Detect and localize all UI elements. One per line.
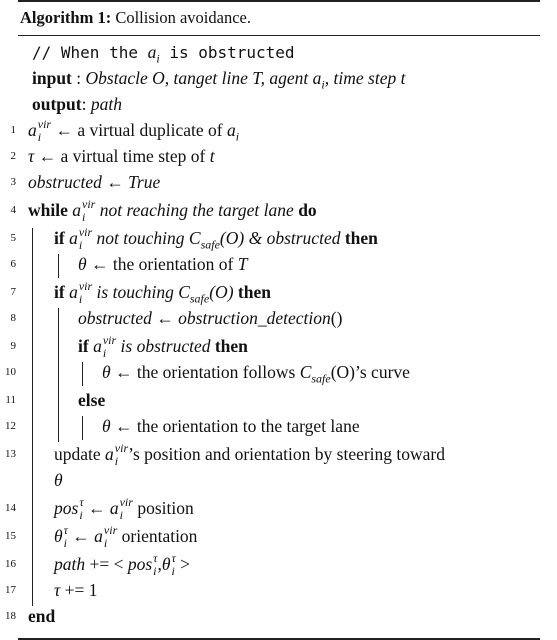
algorithm-token: C bbox=[299, 362, 312, 382]
algorithm-token: ← bbox=[83, 498, 110, 519]
algorithm-token: θ bbox=[78, 254, 87, 274]
algorithm-token: vir bbox=[78, 225, 93, 239]
algorithm-token: 16 bbox=[5, 558, 16, 570]
algorithm-token: 10 bbox=[5, 366, 16, 378]
if-block-bar-2 bbox=[58, 308, 59, 442]
algorithm-token: 8 bbox=[10, 312, 16, 324]
algorithm-token: is obstructed bbox=[159, 43, 295, 62]
algorithm-token: τ bbox=[79, 495, 84, 509]
algorithm-token: input bbox=[32, 68, 72, 88]
algorithm-token: ← the orientation to the target lane bbox=[110, 416, 360, 436]
algorithm-token: else bbox=[78, 390, 106, 410]
algorithm-token: a bbox=[227, 120, 236, 141]
algorithm-token: i bbox=[79, 508, 83, 522]
algorithm-token: safe bbox=[311, 371, 331, 386]
algorithm-token: a bbox=[94, 526, 103, 547]
algorithm-token: a bbox=[69, 282, 78, 303]
algorithm-token: is touching C bbox=[92, 282, 190, 303]
algorithm-token: a bbox=[93, 336, 102, 357]
algorithm-token: θ bbox=[161, 554, 171, 575]
algorithm-token: obstructed bbox=[78, 308, 152, 328]
algorithm-token: if bbox=[78, 336, 94, 357]
algorithm-token: : bbox=[71, 68, 86, 88]
else-block-bar bbox=[82, 416, 83, 440]
algorithm-token: ← the orientation of bbox=[86, 254, 238, 274]
caption-rule bbox=[18, 35, 540, 36]
algorithm-token: 7 bbox=[10, 286, 16, 298]
algorithm-token bbox=[79, 495, 84, 522]
algorithm-token: ← a virtual duplicate of bbox=[51, 120, 228, 141]
algorithm-token: θ bbox=[54, 470, 63, 490]
algorithm-token: Obstacle O, tanget line T, agent a bbox=[85, 68, 322, 88]
caption-title: Collision avoidance. bbox=[115, 8, 251, 27]
algorithm-token: vir bbox=[102, 333, 117, 347]
algorithm-token: i bbox=[102, 346, 107, 360]
algorithm-token: > bbox=[175, 554, 190, 575]
algorithm-token: 11 bbox=[5, 394, 16, 406]
algorithm-token: vir bbox=[114, 441, 129, 455]
algorithm-token: (O) bbox=[209, 282, 238, 303]
algorithm-token bbox=[78, 225, 93, 252]
algorithm-token: τ bbox=[153, 551, 158, 565]
algorithm-token: i bbox=[78, 292, 83, 306]
algorithm-token: not touching C bbox=[92, 228, 201, 249]
algorithm-token bbox=[102, 333, 117, 360]
algorithm-token: () bbox=[330, 308, 343, 328]
algorithm-token: vir bbox=[103, 523, 118, 537]
algorithm-token: τ bbox=[171, 551, 176, 565]
algorithm-token: safe bbox=[200, 237, 220, 252]
algorithm-token: ’s position and orientation by steering toward bbox=[128, 444, 446, 465]
algorithm-token: ← bbox=[67, 526, 95, 547]
algorithm-token: a bbox=[147, 42, 157, 62]
algorithm-token: , time step t bbox=[324, 68, 406, 88]
while-block-bar bbox=[32, 228, 33, 606]
algorithm-token: vir bbox=[82, 197, 96, 211]
algorithm-token: pos bbox=[127, 554, 153, 575]
algorithm-token: i bbox=[103, 536, 108, 550]
algorithm-token: 5 bbox=[10, 232, 16, 244]
algorithm-token: ← bbox=[101, 172, 129, 192]
algorithm-token: ← a virtual time step of bbox=[34, 146, 210, 166]
algorithm-token bbox=[63, 523, 68, 550]
algorithm-token: 3 bbox=[10, 176, 16, 188]
algorithm-token: 13 bbox=[5, 448, 16, 460]
algorithm-token: a bbox=[72, 200, 81, 221]
algorithm-token: output bbox=[32, 94, 82, 114]
algorithm-token: a bbox=[109, 498, 119, 519]
algorithm-token: 6 bbox=[10, 258, 16, 270]
algorithm-token: (O) & obstructed bbox=[219, 228, 345, 249]
algorithm-token: θ bbox=[102, 416, 111, 436]
algorithm-token bbox=[37, 117, 52, 144]
algorithm-token: while bbox=[28, 200, 73, 221]
algorithm-token: 15 bbox=[5, 530, 16, 542]
algorithm-token: 12 bbox=[5, 420, 16, 432]
algorithm-token: do bbox=[298, 200, 317, 221]
algorithm-token: True bbox=[128, 172, 161, 192]
algorithm-token: not reaching the target lane bbox=[95, 200, 299, 221]
algorithm-token: θ bbox=[102, 362, 111, 382]
algorithm-token: i bbox=[321, 77, 325, 92]
algorithm-token: update bbox=[54, 444, 106, 465]
algorithm-token: τ bbox=[54, 580, 61, 600]
algorithm-token: path bbox=[90, 94, 122, 114]
algorithm-token: vir bbox=[78, 279, 93, 293]
algorithm-token: is obstructed bbox=[116, 336, 215, 357]
algorithm-token: i bbox=[78, 238, 83, 252]
algorithm-token: obstruction_detection bbox=[178, 308, 331, 328]
algorithm-token: a bbox=[105, 444, 114, 465]
algorithm-token: 18 bbox=[5, 610, 16, 622]
algorithm-token: , bbox=[157, 554, 162, 575]
algorithm-token: vir bbox=[119, 495, 133, 509]
if-block-bar-3 bbox=[82, 362, 83, 386]
algorithm-token: safe bbox=[189, 291, 210, 306]
algorithm-token: if bbox=[54, 282, 70, 303]
algorithm-token: a bbox=[69, 228, 78, 249]
algorithm-token bbox=[82, 197, 96, 224]
algorithm-token: += 1 bbox=[60, 580, 98, 600]
algorithm-token: τ bbox=[28, 146, 35, 166]
algorithm-token bbox=[114, 441, 129, 468]
algorithm-token: : bbox=[81, 94, 91, 114]
algorithm-token: T bbox=[237, 254, 248, 274]
algorithm-token: τ bbox=[63, 523, 68, 537]
algorithm-token bbox=[103, 523, 118, 550]
algorithm-token: (O)’s curve bbox=[330, 362, 410, 382]
algorithm-token: then bbox=[344, 228, 378, 249]
algorithm-token: ← the orientation follows bbox=[110, 362, 300, 382]
algorithm-token: 9 bbox=[10, 340, 16, 352]
algorithm-token: i bbox=[63, 536, 67, 550]
algorithm-token: if bbox=[54, 228, 70, 249]
algorithm-token: 17 bbox=[5, 584, 16, 596]
algorithm-token: 4 bbox=[10, 204, 16, 216]
caption-label: Algorithm 1: bbox=[20, 8, 112, 27]
algorithm-token: i bbox=[235, 129, 240, 144]
algorithm-token bbox=[153, 551, 158, 578]
algorithm-token bbox=[78, 279, 93, 306]
algorithm-token: t bbox=[209, 146, 215, 166]
algorithm-token: then bbox=[237, 282, 271, 303]
algorithm-token: += < bbox=[85, 554, 128, 575]
algorithm-token: path bbox=[54, 554, 86, 575]
algorithm-token: obstructed bbox=[28, 172, 102, 192]
algorithm-token: then bbox=[214, 336, 248, 357]
algorithm-token: vir bbox=[37, 117, 52, 131]
algorithm-token bbox=[171, 551, 176, 578]
algorithm-token: i bbox=[114, 454, 119, 468]
algorithm-box bbox=[5, 0, 540, 640]
algorithm-token: i bbox=[119, 508, 123, 522]
algorithm-token: i bbox=[171, 564, 175, 578]
algorithm-token: ← bbox=[151, 308, 179, 328]
algorithm-token: i bbox=[153, 564, 157, 578]
algorithm-token: i bbox=[82, 210, 86, 224]
algorithm-token: position bbox=[132, 498, 194, 519]
algorithm-token: end bbox=[28, 606, 56, 626]
algorithm-token: pos bbox=[54, 498, 79, 519]
algorithm-token: i bbox=[37, 130, 42, 144]
algorithm-token: 1 bbox=[10, 124, 16, 136]
algorithm-token: a bbox=[28, 120, 37, 141]
algorithm-token: 14 bbox=[5, 502, 16, 514]
if-block-bar-1 bbox=[58, 254, 59, 278]
algorithm-caption bbox=[20, 8, 251, 28]
algorithm-token: orientation bbox=[117, 526, 198, 547]
algorithm-token: // When the bbox=[32, 43, 148, 62]
algorithm-token: θ bbox=[54, 526, 63, 547]
algorithm-token bbox=[119, 495, 133, 522]
algorithm-token: 2 bbox=[10, 150, 16, 162]
algorithm-token: i bbox=[156, 51, 160, 66]
